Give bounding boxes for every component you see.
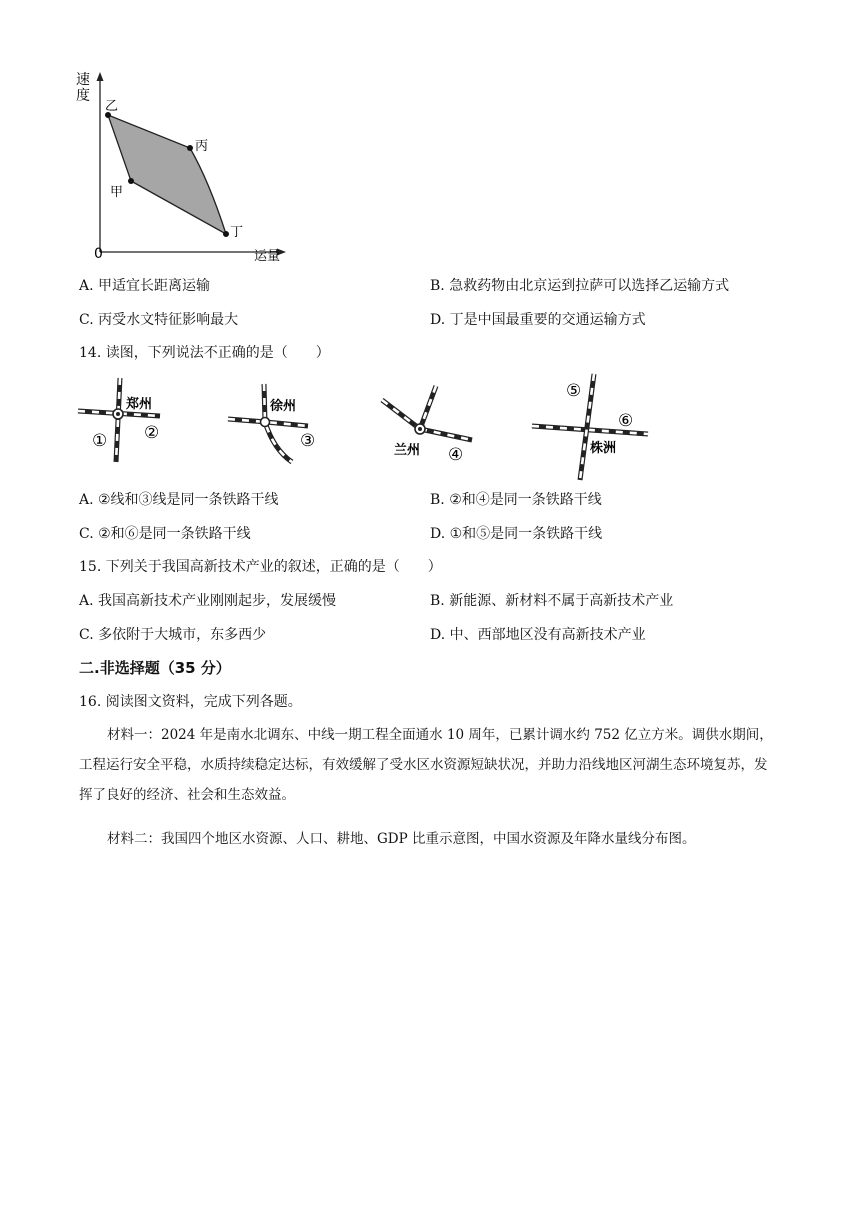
q13-option-b: B. 急救药物由北京运到拉萨可以选择乙运输方式 bbox=[430, 278, 730, 294]
q16-stem: 16. 阅读图文资料，完成下列各题。 bbox=[79, 694, 302, 710]
line-mark-3: ③ bbox=[300, 431, 316, 451]
y-axis-arrow-icon bbox=[97, 72, 104, 81]
line-mark-2: ② bbox=[144, 423, 160, 443]
q15-option-d: D. 中、西部地区没有高新技术产业 bbox=[430, 627, 646, 643]
x-axis-label: 运量 bbox=[254, 249, 281, 264]
q13-option-d: D. 丁是中国最重要的交通运输方式 bbox=[430, 312, 646, 328]
transport-speed-volume-diagram bbox=[70, 66, 300, 266]
q15-stem: 15. 下列关于我国高新技术产业的叙述，正确的是（ ） bbox=[79, 559, 442, 575]
line-mark-1: ① bbox=[92, 431, 108, 451]
point-label-jia: 甲 bbox=[110, 185, 124, 200]
origin-label: 0 bbox=[94, 246, 103, 262]
q15-option-a: A. 我国高新技术产业刚刚起步，发展缓慢 bbox=[79, 593, 337, 609]
q14-stem: 14. 读图，下列说法不正确的是（ ） bbox=[79, 345, 330, 361]
line-mark-4: ④ bbox=[448, 445, 464, 465]
line-mark-6: ⑥ bbox=[618, 411, 634, 431]
hub-lanzhou bbox=[382, 386, 472, 465]
hub-label-zhengzhou: 郑州 bbox=[126, 397, 153, 412]
point-jia bbox=[128, 178, 134, 184]
y-axis-label-part: 速 bbox=[76, 72, 90, 88]
material-2: 材料二：我国四个地区水资源、人口、耕地、GDP 比重示意图，中国水资源及年降水量线分布图。 bbox=[107, 831, 696, 847]
hub-zhuzhou bbox=[532, 374, 648, 480]
q15-option-b: B. 新能源、新材料不属于高新技术产业 bbox=[430, 593, 674, 609]
q13-option-a: A. 甲适宜长距离运输 bbox=[79, 278, 211, 294]
hub-label-zhuzhou: 株洲 bbox=[590, 441, 617, 456]
q15-option-c: C. 多依附于大城市，东多西少 bbox=[79, 627, 267, 643]
q14-option-d: D. ①和⑤是同一条铁路干线 bbox=[430, 526, 603, 542]
point-label-ding: 丁 bbox=[230, 225, 244, 240]
q14-option-c: C. ②和⑥是同一条铁路干线 bbox=[79, 526, 251, 542]
q14-option-b: B. ②和④是同一条铁路干线 bbox=[430, 492, 602, 508]
q14-option-a: A. ②线和③线是同一条铁路干线 bbox=[79, 492, 279, 508]
railway-hub-diagram bbox=[70, 370, 670, 482]
hub-label-lanzhou: 兰州 bbox=[394, 443, 421, 458]
y-axis-label-part: 度 bbox=[76, 88, 90, 104]
shaded-region bbox=[108, 115, 226, 234]
point-label-yi: 乙 bbox=[105, 99, 119, 114]
material-1: 材料一：2024 年是南水北调东、中线一期工程全面通水 10 周年，已累计调水约 752 亿立方米。调供水期间，工程运行安全平稳，水质持续稳定达标，有效缓解了受水区水资源短缺状况，并助力沿线地区河湖生态环境复苏，发挥了良好的经济、社会和生态效益。 bbox=[79, 727, 773, 803]
section-heading-nonchoice: 二.非选择题（35 分） bbox=[79, 659, 231, 677]
hub-xuzhou bbox=[228, 384, 315, 462]
hub-label-xuzhou: 徐州 bbox=[270, 399, 297, 414]
point-label-bing: 丙 bbox=[195, 139, 209, 154]
point-ding bbox=[223, 231, 229, 237]
line-mark-5: ⑤ bbox=[566, 381, 582, 401]
q13-option-c: C. 丙受水文特征影响最大 bbox=[79, 312, 239, 328]
point-bing bbox=[187, 145, 193, 151]
hub-zhengzhou bbox=[78, 378, 160, 462]
